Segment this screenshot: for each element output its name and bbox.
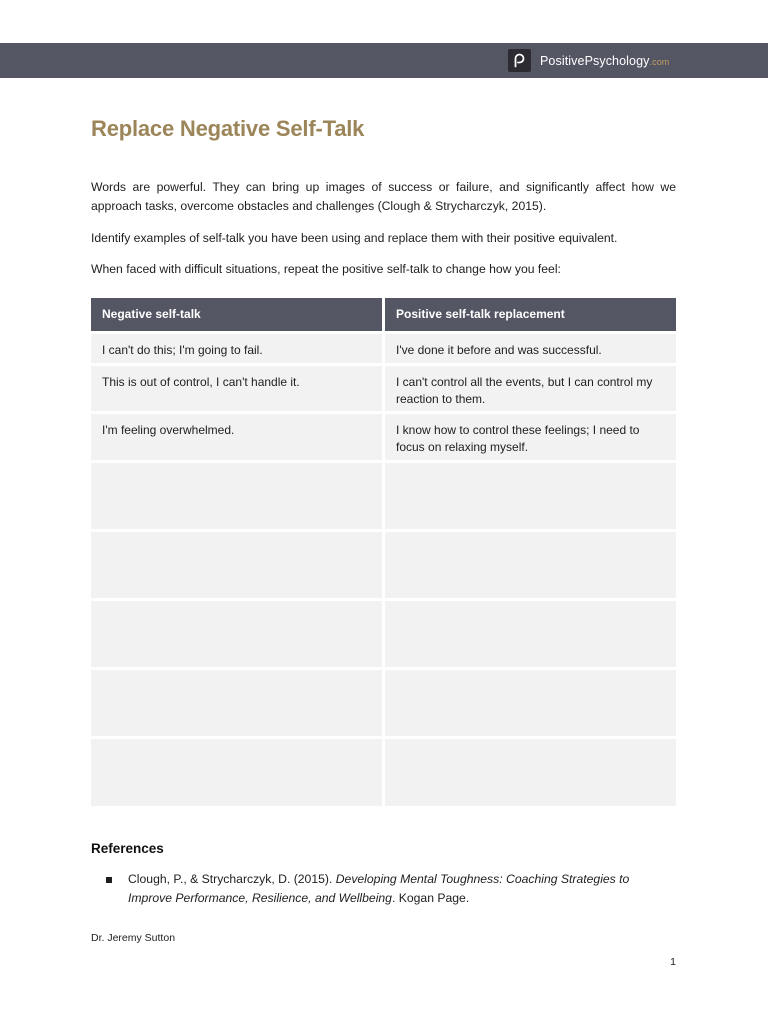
references-heading: References [91, 841, 164, 856]
positive-cell: I can't control all the events, but I can control my reaction to them. [385, 366, 676, 411]
positive-blank-cell[interactable] [385, 532, 676, 598]
intro-paragraph-1: Words are powerful. They can bring up images of success or failure, and significantly affect how we approach tasks, overcome obstacles and challenges (Clough & Strycharczyk, 2015). [91, 180, 676, 213]
brand[interactable] [508, 49, 669, 72]
reference-authors: Clough, P., & Strycharczyk, D. (2015). [128, 872, 336, 886]
self-talk-table [91, 298, 677, 806]
positive-blank-cell[interactable] [385, 670, 676, 736]
negative-cell: I'm feeling overwhelmed. [91, 414, 382, 460]
intro-paragraph-2: Identify examples of self-talk you have been using and replace them with their positive equivalent. [91, 231, 618, 245]
reference-publisher: . Kogan Page. [391, 891, 470, 905]
reference-title: Developing Mental Toughness: Coaching Strategies to Improve Performance, Resilience, and Wellbeing [128, 872, 630, 905]
positive-cell: I've done it before and was successful. [385, 334, 676, 363]
positive-blank-cell[interactable] [385, 463, 676, 529]
negative-blank-cell[interactable] [91, 601, 382, 667]
bullet-icon [106, 877, 112, 883]
negative-blank-cell[interactable] [91, 463, 382, 529]
reference-text [128, 870, 676, 908]
positive-psychology-p-logo-icon [508, 49, 531, 72]
positive-cell: I know how to control these feelings; I need to focus on relaxing myself. [385, 414, 676, 460]
column-header-negative: Negative self-talk [91, 298, 382, 331]
negative-blank-cell[interactable] [91, 670, 382, 736]
positive-blank-cell[interactable] [385, 739, 676, 806]
brand-suffix: .com [649, 56, 670, 67]
negative-cell: I can't do this; I'm going to fail. [91, 334, 382, 363]
brand-name-text: PositivePsychology [540, 53, 650, 68]
negative-cell: This is out of control, I can't handle it. [91, 366, 382, 411]
header-bar [0, 43, 768, 78]
intro-paragraph-3: When faced with difficult situations, repeat the positive self-talk to change how you feel: [91, 262, 561, 276]
positive-blank-cell[interactable] [385, 601, 676, 667]
negative-blank-cell[interactable] [91, 739, 382, 806]
reference-item [106, 870, 676, 908]
column-header-positive: Positive self-talk replacement [385, 298, 676, 331]
negative-blank-cell[interactable] [91, 532, 382, 598]
page-title: Replace Negative Self-Talk [91, 116, 365, 141]
brand-name [540, 54, 669, 68]
footer-author: Dr. Jeremy Sutton [91, 932, 176, 944]
page-number: 1 [670, 956, 676, 968]
